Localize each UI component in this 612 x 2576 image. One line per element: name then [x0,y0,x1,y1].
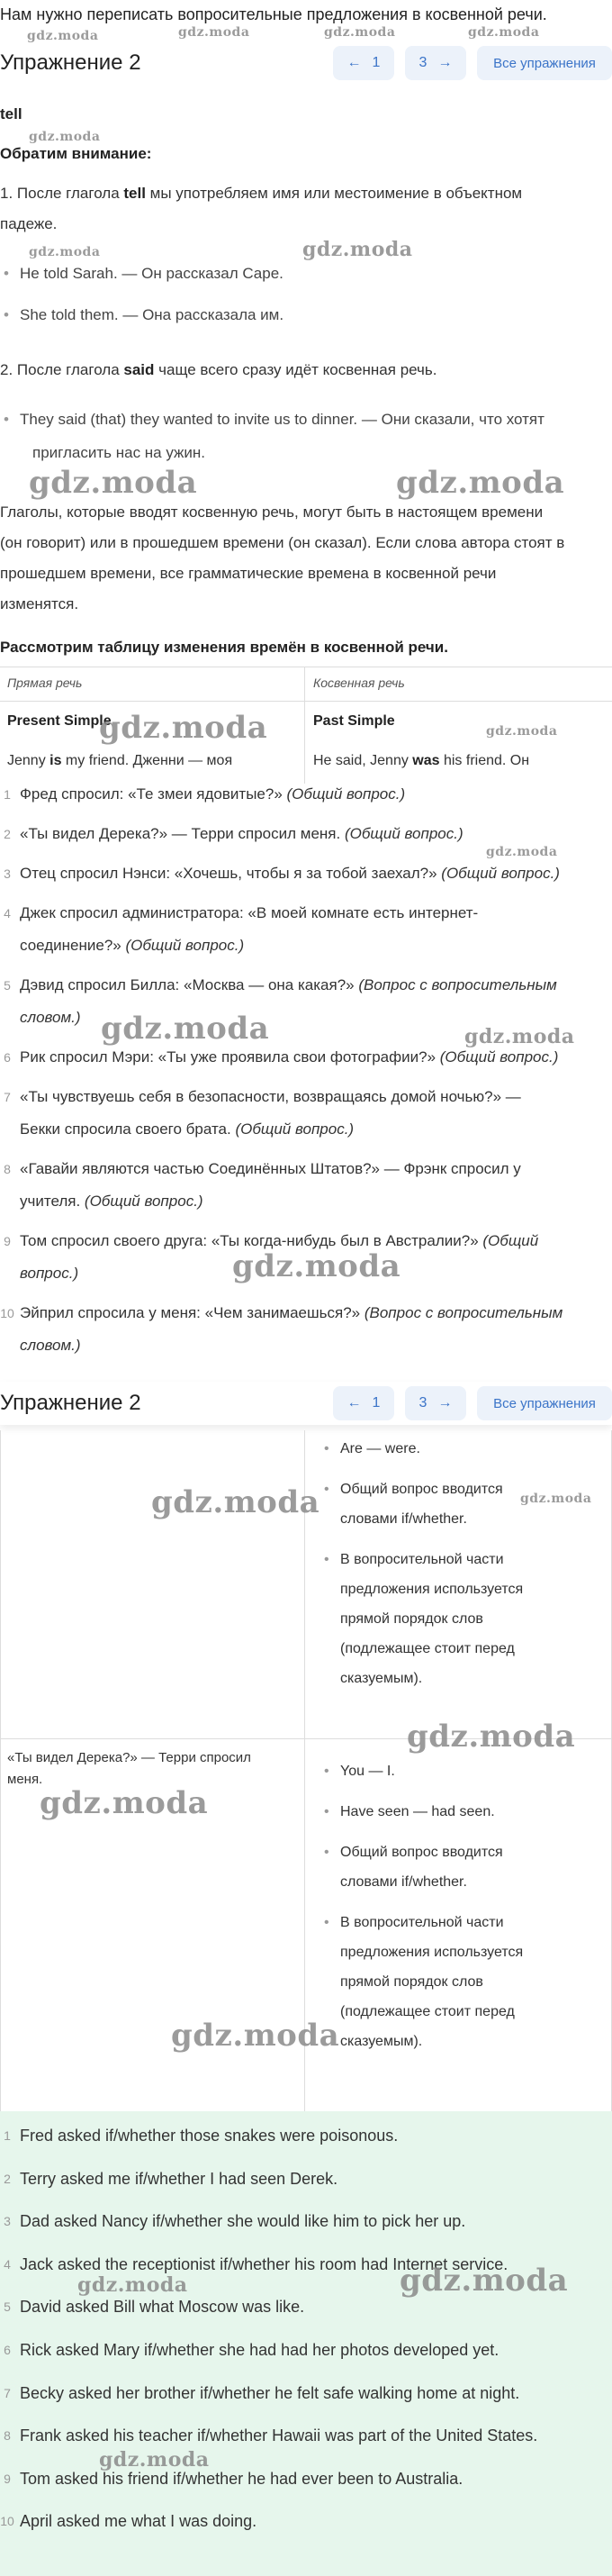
task-note: вопрос.) [20,1265,79,1282]
task-question: Отец спросил Нэнси: «Хочешь, чтобы я за тобой заехал?» [20,865,442,882]
answer-number: 7 [4,2385,11,2400]
arrow-left-icon: ← [346,55,362,70]
answer-text: Becky asked her brother if/whether he felt safe walking home at night. [20,2383,520,2402]
table-rules-bottom [324,1756,594,2067]
example-bullet-cont: пригласить нас на ужин. [32,444,206,461]
exercise-title: Упражнение 2 [0,1391,141,1415]
task-number: 2 [4,827,11,841]
task-note: (Вопрос с вопросительным [364,1304,563,1321]
task-number: 1 [4,787,11,802]
table-rule-text: прямой порядок слов [340,1611,483,1627]
bullet-icon: • [324,1764,329,1779]
task-number: 3 [4,866,11,881]
task-note: (Общий вопрос.) [84,1193,203,1210]
task-question: Том спросил своего друга: «Ты когда-нибудь был в Австралии?» [20,1232,483,1249]
answer-item [0,2372,612,2416]
answer-number: 10 [0,2514,14,2529]
rule-paragraph-1 [0,178,522,209]
task-text [20,865,560,882]
task-number: 10 [0,1306,14,1320]
watermark: gdz.moda [400,2263,569,2299]
watermark: gdz.moda [29,245,101,259]
table-text: He said, Jenny [313,753,413,768]
watermark: gdz.moda [486,845,558,859]
task-question: «Ты чувствуешь себя в безопасности, возвращаясь домой ночью?» — [20,1088,521,1105]
task-note: словом.) [20,1009,81,1026]
task-item [0,1297,612,1362]
table-rule-text: В вопросительной части [340,1552,504,1567]
task-note: (Общий вопрос.) [235,1120,355,1138]
table-keyword: is [50,753,62,768]
task-question: «Ты видел Дерека?» — Терри спросил меня. [20,825,345,842]
next-exercise-button[interactable] [405,1386,466,1420]
task-item [0,897,612,962]
intro-text: Нам нужно переписать вопросительные предложения в косвенной речи. [0,5,547,23]
task-note: (Общий вопрос.) [286,785,406,803]
table-rule-bullet [324,1434,594,1464]
table-rule-text: сказуемым). [340,2034,423,2049]
watermark: gdz.moda [302,238,413,261]
rule-text: мы употребляем имя или местоимение в объектном [145,185,523,202]
task-text [20,1088,521,1138]
watermark: gdz.moda [324,25,396,40]
task-note: словом.) [20,1337,81,1354]
rule-paragraph-3: Глаголы, которые вводят косвенную речь, могут быть в настоящем времени [0,503,544,521]
watermark: gdz.moda [396,465,565,501]
prev-exercise-number: 1 [372,1395,381,1410]
table-rule-text: (подлежащее стоит перед [340,2004,515,2019]
table-rule-text: словами if/whether. [340,1874,467,1890]
task-number: 4 [4,906,11,921]
exercise-pager [333,1386,612,1420]
example-bullet: • She told them. — Она рассказала им. [20,299,284,331]
task-item [0,1153,612,1218]
watermark: gdz.moda [101,1011,270,1047]
watermark: gdz.moda [520,1492,592,1506]
table-text: his friend. Он [439,753,530,768]
bullet-icon: • [324,1441,329,1456]
answer-text: April asked me what I was doing. [20,2512,257,2531]
task-question: Бекки спросила своего брата. [20,1120,236,1138]
watermark: gdz.moda [27,29,99,43]
arrow-right-icon: → [437,55,453,70]
rule-paragraph-3: (он говорит) или в прошедшем времени (он сказал). Если слова автора стоят в [0,534,565,551]
task-number: 9 [4,1234,11,1248]
example-bullet: • They said (that) they wanted to invite us to dinner. — Они сказали, что хотят [20,404,544,436]
watermark: gdz.moda [407,1719,576,1755]
watermark: gdz.moda [486,724,558,739]
watermark: gdz.moda [29,130,101,144]
all-exercises-button[interactable]: Все упражнения [477,46,612,80]
task-question: учителя. [20,1193,85,1210]
table-rule-bullet [324,1756,594,1786]
rule-paragraph-1-cont: падеже. [0,215,58,232]
answer-item [0,2458,612,2501]
task-item [0,857,612,890]
answer-number: 5 [4,2299,11,2315]
table-keyword: was [412,753,440,768]
word-tell: tell [0,105,22,122]
answer-item [0,2500,612,2544]
bullet-icon: • [324,1804,329,1819]
task-item [0,1081,612,1146]
answer-number: 6 [4,2342,11,2357]
task-item [0,778,612,811]
task-text [20,904,478,954]
task-number: 5 [4,978,11,993]
exercise-header [0,41,612,85]
watermark: gdz.moda [178,25,250,40]
table-rule-text: предложения используется [340,1945,524,1960]
answer-text: Jack asked the receptionist if/whether his room had Internet service. [20,2254,508,2273]
answer-number: 9 [4,2471,11,2486]
task-note: (Общий вопрос.) [441,865,560,882]
exercise-pager [333,46,612,80]
task-text [20,825,464,842]
exercise-header-sticky [0,1382,612,1425]
answer-number: 8 [4,2428,11,2444]
table-divider [0,1430,1,2111]
table-rule-text: Общий вопрос вводится [340,1845,503,1860]
rule-paragraph-2 [0,355,436,385]
rule-text: 2. После глагола [0,361,124,378]
table-rule-text: You — I. [340,1764,395,1779]
task-text [20,1304,562,1354]
task-question: Эйприл спросила у меня: «Чем занимаешься?» [20,1304,364,1321]
task-question: «Гавайи являются частью Соединённых Штатов?» — Фрэнк спросил у [20,1160,521,1177]
watermark: gdz.moda [40,1785,209,1821]
task-note: (Общий вопрос.) [344,825,464,842]
answer-item [0,2115,612,2158]
answers-block [0,2111,612,2576]
task-question: Фред спросил: «Те змеи ядовитые?» [20,785,287,803]
bullet-icon: • [324,1552,329,1567]
watermark: gdz.moda [468,25,540,40]
task-note: (Общий [482,1232,539,1249]
task-question: Джек спросил администратора: «В моей комнате есть интернет- [20,904,479,921]
task-number: 8 [4,1162,11,1176]
watermark: gdz.moda [171,2018,340,2054]
table-rule-text: сказуемым). [340,1671,423,1686]
watermark: gdz.moda [99,2448,210,2472]
rule-text: чаще всего сразу идёт косвенная речь. [154,361,437,378]
answer-text: Rick asked Mary if/whether she had had her photos developed yet. [20,2340,500,2359]
bullet-icon: • [324,1482,329,1497]
table-text: my friend. Дженни — моя [61,753,233,768]
task-question: Рик спросил Мэри: «Ты уже проявила свои фотографии?» [20,1048,440,1066]
table-rule-bullet [324,1797,594,1827]
table-rule-text: Are — were. [340,1441,420,1456]
table-rule-text: прямой порядок слов [340,1974,483,1990]
task-note: (Общий вопрос.) [125,937,245,954]
task-note: (Вопрос с вопросительным [358,976,557,993]
table-intro: Рассмотрим таблицу изменения времён в косвенной речи. [0,639,448,656]
arrow-right-icon: → [437,1395,453,1410]
task-question: Дэвид спросил Билла: «Москва — она какая?» [20,976,359,993]
task-text [20,1048,558,1066]
rule-keyword: tell [123,185,146,202]
answer-item [0,2200,612,2244]
table-rule-text: словами if/whether. [340,1511,467,1527]
rule-paragraph-3: прошедшем времени, все грамматические времена в косвенной речи [0,565,497,582]
answer-list [0,2111,612,2544]
table-rule-text: предложения используется [340,1582,524,1597]
answer-number: 3 [4,2214,11,2229]
answer-text: David asked Bill what Moscow was like. [20,2298,305,2317]
prev-exercise-number: 1 [372,55,381,70]
task-number: 6 [4,1050,11,1065]
task-text [20,1160,521,1210]
table-rules-top [324,1434,594,1704]
bullet-icon: • [324,1845,329,1860]
arrow-left-icon: ← [346,1395,362,1410]
table-text: «Ты видел Дерека?» — Терри спросил [7,1750,251,1765]
table-example-question [7,1747,251,1791]
answer-text: Terry asked me if/whether I had seen Derek. [20,2169,338,2188]
task-number: 7 [4,1090,11,1104]
watermark: gdz.moda [151,1484,320,1520]
table-rule-text: Общий вопрос вводится [340,1482,503,1497]
example-bullet: • He told Sarah. — Он рассказал Саре. [20,258,284,290]
table-rule-bullet [324,1837,594,1897]
watermark: gdz.moda [77,2273,188,2297]
prev-exercise-button[interactable] [333,1386,394,1420]
next-exercise-number: 3 [418,1395,428,1410]
watermark: gdz.moda [232,1248,401,1284]
watermark: gdz.moda [99,710,268,746]
table-tense-past: Past Simple [313,713,395,729]
attention-heading: Обратим внимание: [0,145,152,162]
next-exercise-button[interactable] [405,46,466,80]
answer-text: Fred asked if/whether those snakes were poisonous. [20,2127,399,2145]
all-exercises-button[interactable]: Все упражнения [477,1386,612,1420]
answer-number: 1 [4,2128,11,2143]
exercise-title: Упражнение 2 [0,50,141,75]
answer-item [0,2415,612,2458]
answer-item [0,2329,612,2372]
table-rule-text: Have seen — had seen. [340,1804,495,1819]
prev-exercise-button[interactable] [333,46,394,80]
answer-number: 4 [4,2256,11,2272]
table-example-indirect [313,753,529,769]
table-rule-text: (подлежащее стоит перед [340,1641,515,1656]
table-tense-present: Present Simple [7,713,112,729]
answer-text: Dad asked Nancy if/whether she would like him to pick her up. [20,2212,466,2231]
rule-paragraph-3: изменятся. [0,595,79,612]
watermark: gdz.moda [29,465,198,501]
next-exercise-number: 3 [418,55,428,70]
table-example-direct [7,753,232,769]
answer-text: Frank asked his teacher if/whether Hawaii was part of the United States. [20,2426,538,2445]
table-rule-text: В вопросительной части [340,1915,504,1930]
rule-text: 1. После глагола [0,185,124,202]
table-text: меня. [7,1772,43,1787]
table-rule-bullet [324,1545,594,1693]
task-question: соединение?» [20,937,126,954]
task-text [20,785,405,803]
watermark: gdz.moda [464,1025,575,1048]
table-divider [304,1430,305,2111]
table-col-direct: Прямая речь [7,676,83,690]
answer-item [0,2158,612,2201]
rule-keyword: said [123,361,155,378]
table-text: Jenny [7,753,50,768]
answer-text: Tom asked his friend if/whether he had ever been to Australia. [20,2469,464,2488]
table-col-indirect: Косвенная речь [313,676,405,690]
table-rule-bullet [324,1908,594,2056]
bullet-icon: • [324,1915,329,1930]
answer-number: 2 [4,2171,11,2186]
task-note: (Общий вопрос.) [439,1048,559,1066]
